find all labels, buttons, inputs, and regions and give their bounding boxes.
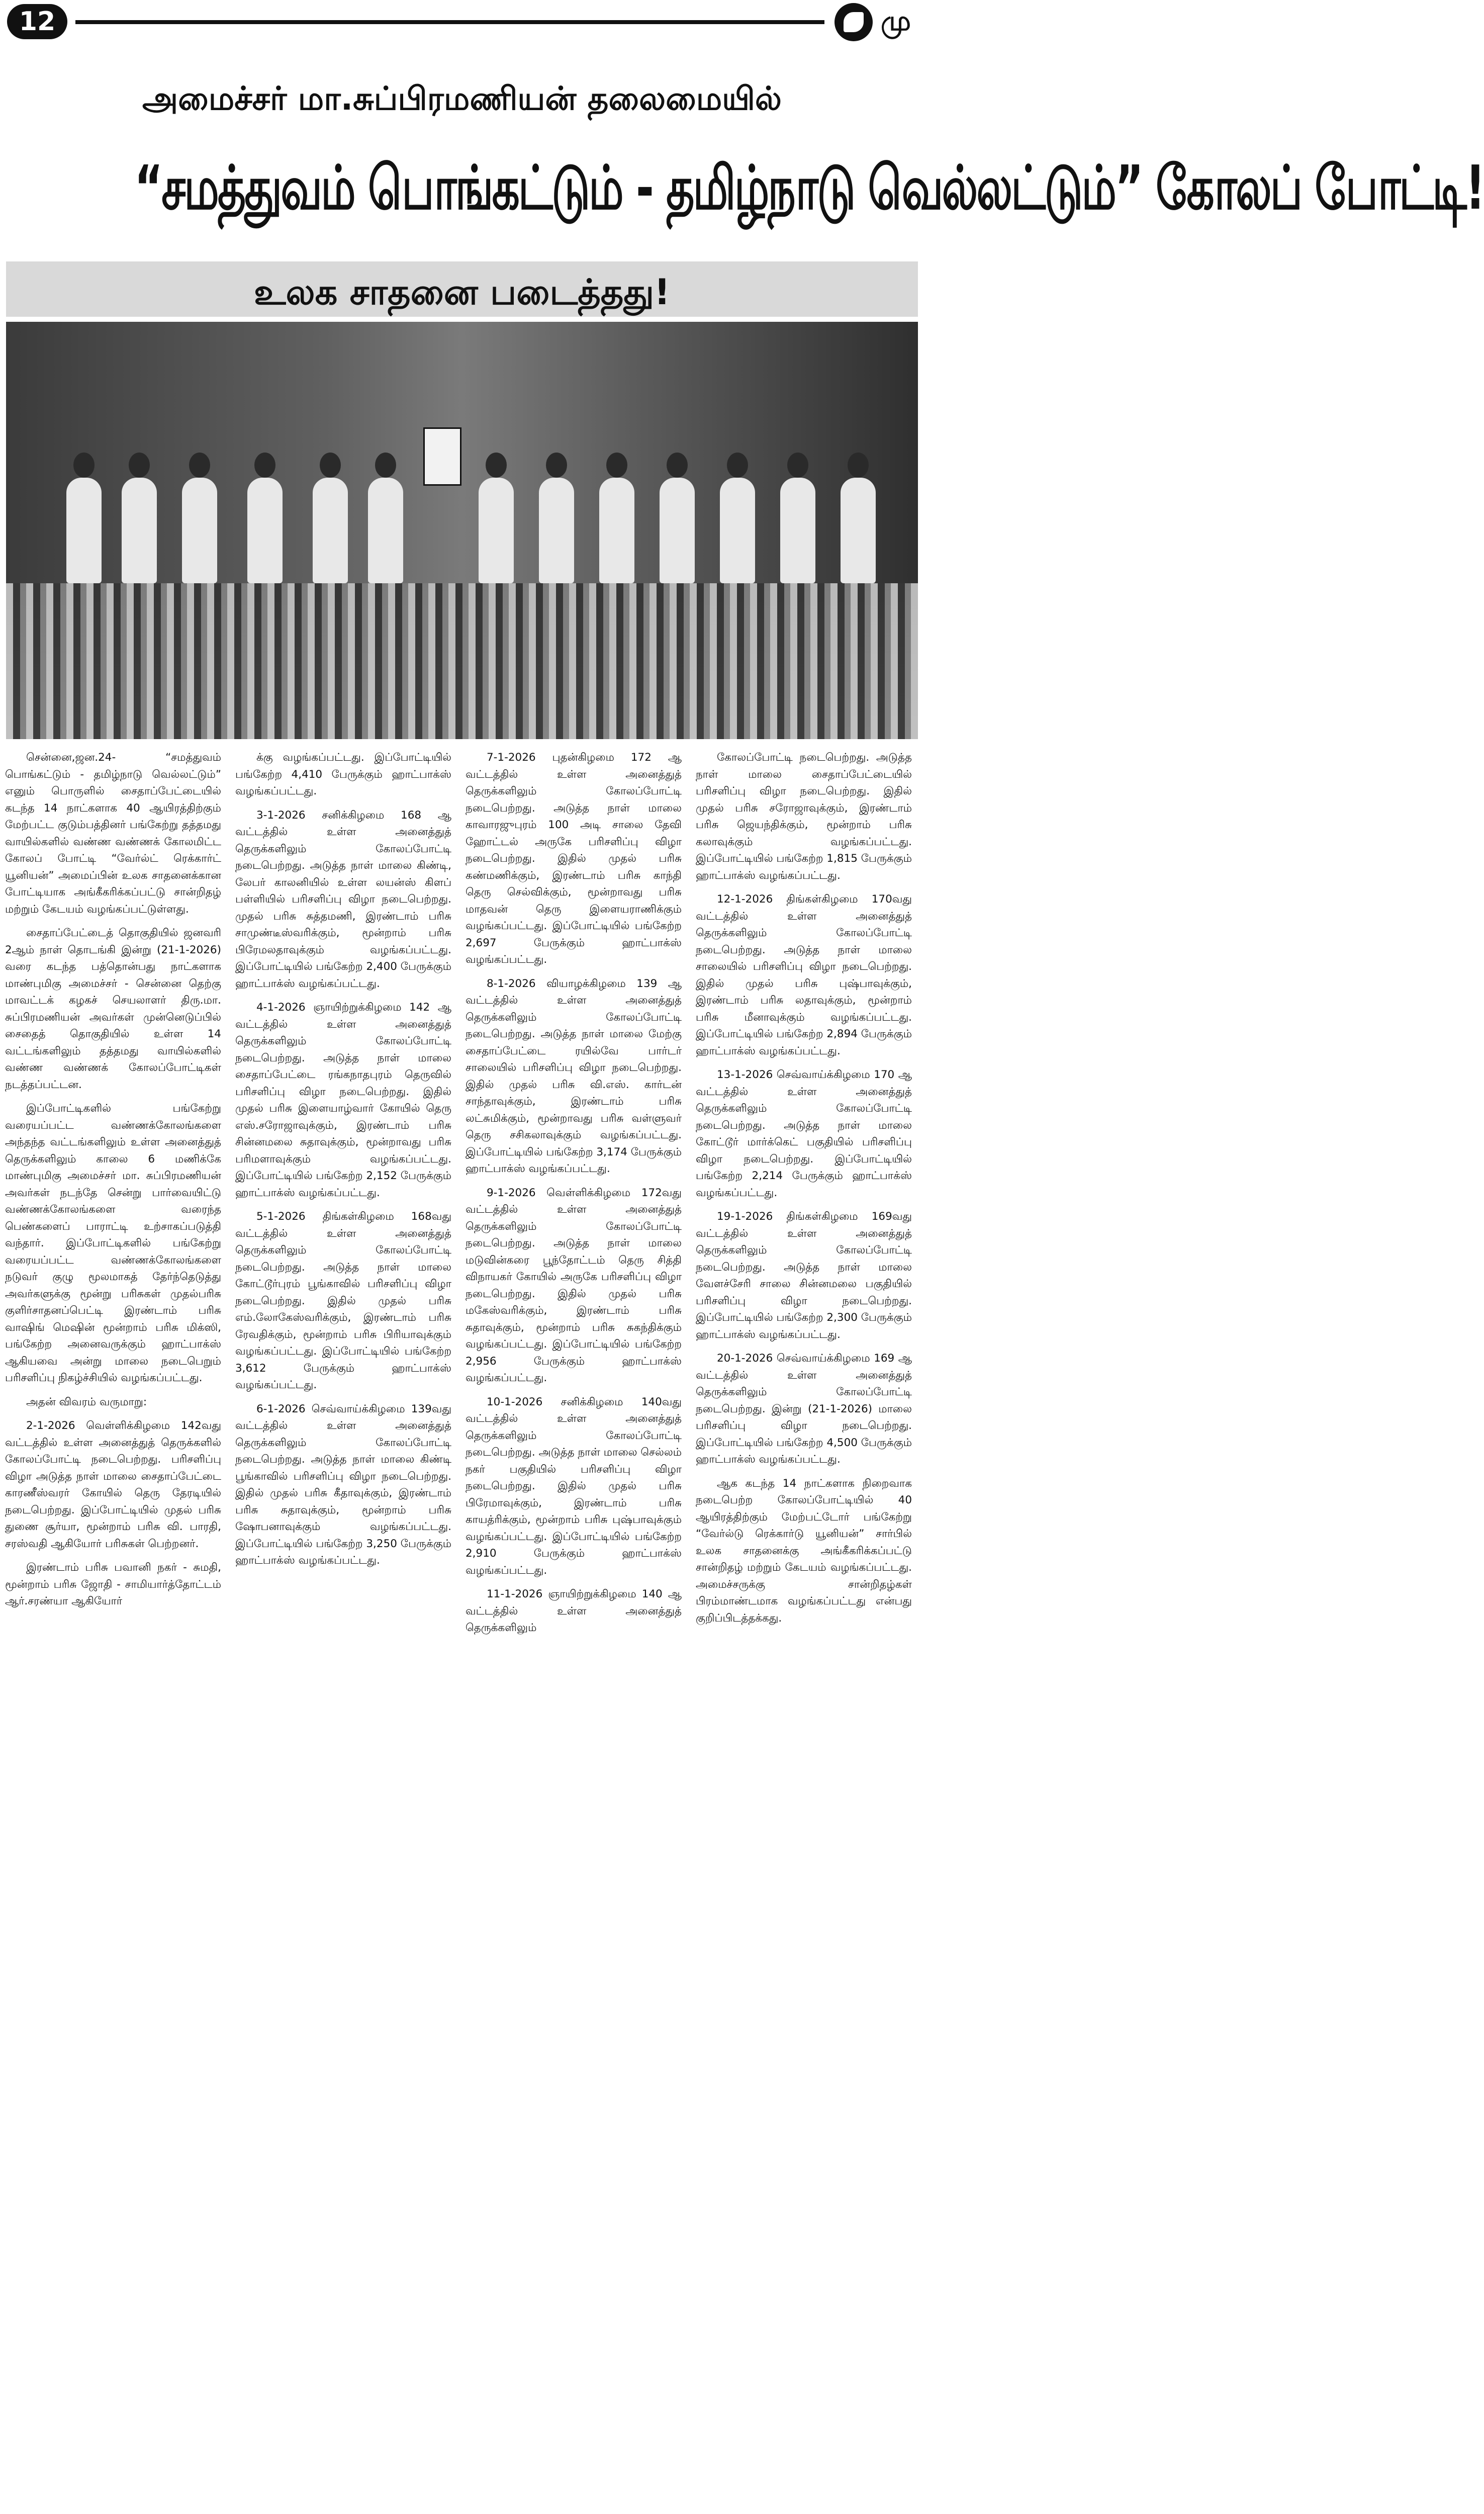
paragraph: இரண்டாம் பரிசு பவானி நகர் - சுமதி, மூன்றாம் பரிசு ஜோதி - சாமியார்த்தோட்டம் ஆர்.சரண்யா ஆகியோர் bbox=[5, 1561, 221, 1607]
paragraph: கோலப்போட்டி நடைபெற்றது. அடுத்த நாள் மாலை சைதாப்பேட்டையில் பரிசளிப்பு விழா நடைபெற்றது. இதில் முதல் பரிசு சரோஜாவுக்கும், இரண்டாம் பரிசு ஜெயந்திக்கும், மூன்றாம் பரிசு கலாவுக்கும் வழங்கப்பட்டது. இப்போட்டியில் பங்கேற்ற 1,815 பேருக்கும் ஹாட்பாக்ஸ் வழங்கப்பட்டது. bbox=[696, 751, 912, 882]
stage-person bbox=[313, 478, 348, 583]
paragraph: சைதாப்பேட்டைத் தொகுதியில் ஜனவரி 2ஆம் நாள் தொடங்கி இன்று (21-1-2026) வரை கடந்த பத்தொன்பது நாட்களாக மாண்புமிகு அமைச்சர் - சென்னை தெற்கு மாவட்டக் கழகச் செயலாளர் திரு.மா. சுப்பிரமணியன் அவர்கள் முன்னெடுப்பில் சைதைத் தொகுதியில் உள்ள 14 வட்டங்களிலும் தத்தமது வாயில்களில் வண்ண வண்ணக் கோலப்போட்டிகள் நடத்தப்பட்டன. bbox=[5, 927, 221, 1091]
event-photo bbox=[6, 322, 918, 739]
stage-person bbox=[368, 478, 403, 583]
paragraph: 7-1-2026 புதன்கிழமை 172 ஆ வட்டத்தில் உள்ள அனைத்துத் தெருக்களிலும் கோலப்போட்டி நடைபெற்றது. அடுத்த நாள் மாலை காவாரஜுபுரம் 100 அடி சாலை தேவி ஹோட்டல் அருகே பரிசளிப்பு விழா நடைபெற்றது. இதில் முதல் பரிசு கண்மணிக்கும், இரண்டாம் பரிசு காந்தி தெரு செல்விக்கும், மூன்றாவது பரிசு மாதவன் தெரு இளையராணிக்கும் வழங்கப்பட்டது. இப்போட்டியில் பங்கேற்ற 2,697 பேருக்கும் ஹாட்பாக்ஸ் வழங்கப்பட்டது. bbox=[466, 751, 682, 966]
stage-person bbox=[780, 478, 815, 583]
paragraph: அதன் விவரம் வருமாறு: bbox=[26, 1395, 147, 1408]
paragraph: 9-1-2026 வெள்ளிக்கிழமை 172வது வட்டத்தில் உள்ள அனைத்துத் தெருக்களிலும் கோலப்போட்டி நடைபெற்றது. அடுத்த நாள் மாலை மடுவின்கரை பூந்தோட்டம் தெரு சித்தி விநாயகர் கோயில் அருகே பரிசளிப்பு விழா நடைபெற்றது. இதில் முதல் பரிசு மகேஸ்வரிக்கும், இரண்டாம் பரிசு சுதாவுக்கும், மூன்றாம் பரிசு சுகந்திக்கும் வழங்கப்பட்டது. இப்போட்டியில் பங்கேற்ற 2,956 பேருக்கும் ஹாட்பாக்ஸ் வழங்கப்பட்டது. bbox=[466, 1186, 682, 1384]
stage-person bbox=[66, 478, 102, 583]
paragraph: 19-1-2026 திங்கள்கிழமை 169வது வட்டத்தில் உள்ள அனைத்துத் தெருக்களிலும் கோலப்போட்டி நடைபெற்றது. அடுத்த நாள் மாலை வேளச்சேரி சாலை சின்னமலை பகுதியில் பரிசளிப்பு விழா நடைபெற்றது. இப்போட்டியில் பங்கேற்ற 2,300 பேருக்கும் ஹாட்பாக்ஸ் வழங்கப்பட்டது. bbox=[696, 1210, 912, 1341]
subhead: உலக சாதனை படைத்தது! bbox=[253, 272, 671, 313]
article-column-4 bbox=[696, 749, 912, 1634]
paragraph: 4-1-2026 ஞாயிற்றுக்கிழமை 142 ஆ வட்டத்தில் உள்ள அனைத்துத் தெருக்களிலும் கோலப்போட்டி நடைபெற்றது. அடுத்த நாள் மாலை சைதாப்பேட்டை ரங்கநாதபுரம் தெருவில் பரிசளிப்பு விழா நடைபெற்றது. இதில் முதல் பரிசு இளையாழ்வார் கோயில் தெரு எஸ்.சரோஜாவுக்கும், இரண்டாம் பரிசு சின்னமலை சுதாவுக்கும், மூன்றாவது பரிசு பரிமளாவுக்கும் வழங்கப்பட்டது. இப்போட்டியில் பங்கேற்ற 2,152 பேருக்கும் ஹாட்பாக்ஸ் வழங்கப்பட்டது. bbox=[235, 1001, 451, 1199]
paragraph: 3-1-2026 சனிக்கிழமை 168 ஆ வட்டத்தில் உள்ள அனைத்துத் தெருக்களிலும் கோலப்போட்டி நடைபெற்றது. அடுத்த நாள் மாலை கிண்டி, லேபர் காலனியில் உள்ள லயன்ஸ் கிளப் பள்ளியில் பரிசளிப்பு விழா நடைபெற்றது. முதல் பரிசு சுத்தமணி, இரண்டாம் பரிசு சாமுண்டீஸ்வரிக்கும், மூன்றாம் பரிசு பிரேமலதாவுக்கும் வழங்கப்பட்டது. இப்போட்டியில் பங்கேற்ற 2,400 பேருக்கும் ஹாட்பாக்ஸ் வழங்கப்பட்டது. bbox=[235, 809, 451, 990]
stage-person bbox=[247, 478, 283, 583]
newspaper-logo-icon bbox=[834, 3, 873, 41]
article-column-2 bbox=[235, 749, 451, 1576]
award-plaque bbox=[423, 427, 461, 486]
audience-crowd bbox=[6, 583, 918, 739]
header-rule bbox=[75, 20, 824, 24]
paragraph: 12-1-2026 திங்கள்கிழமை 170வது வட்டத்தில் உள்ள அனைத்துத் தெருக்களிலும் கோலப்போட்டி நடைபெற்றது. அடுத்த நாள் மாலை சாலையில் பரிசளிப்பு விழா நடைபெற்றது. இதில் முதல் பரிசு புஷ்பாவுக்கும், இரண்டாம் பரிசு லதாவுக்கும், மூன்றாம் பரிசு மீனாவுக்கும் வழங்கப்பட்டது. இப்போட்டியில் பங்கேற்ற 2,894 பேருக்கும் ஹாட்பாக்ஸ் வழங்கப்பட்டது. bbox=[696, 893, 912, 1057]
stage-person bbox=[660, 478, 695, 583]
paragraph: ஆக கடந்த 14 நாட்களாக நிறைவாக நடைபெற்ற கோலப்போட்டியில் 40 ஆயிரத்திற்கும் மேற்பட்டோர் பங்கேற்று “வேர்ல்டு ரெக்கார்டு யூனியன்” சார்பில் உலக சாதனைக்கு அங்கீகரிக்கப்பட்டு சான்றிதழ் மற்றும் கேடயம் வழங்கப்பட்டது. அமைச்சருக்கு சான்றிதழ்கள் பிரம்மாண்டமாக வழங்கப்பட்டது என்பது குறிப்பிடத்தக்கது. bbox=[696, 1477, 912, 1625]
paragraph: 5-1-2026 திங்கள்கிழமை 168வது வட்டத்தில் உள்ள அனைத்துத் தெருக்களிலும் கோலப்போட்டி நடைபெற்றது. அடுத்த நாள் மாலை கோட்டூர்புரம் பூங்காவில் பரிசளிப்பு விழா நடைபெற்றது. இதில் முதல் பரிசு எம்.லோகேஸ்வரிக்கும், இரண்டாம் பரிசு ரேவதிக்கும், மூன்றாம் பரிசு பிரியாவுக்கும் வழங்கப்பட்டது. இப்போட்டியில் பங்கேற்ற 3,612 பேருக்கும் ஹாட்பாக்ஸ் வழங்கப்பட்டது. bbox=[235, 1210, 451, 1391]
newspaper-name: மு bbox=[881, 5, 911, 37]
stage-person bbox=[599, 478, 634, 583]
kicker: அமைச்சர் மா.சுப்பிரமணியன் தலைமையில் bbox=[142, 80, 782, 118]
stage-person bbox=[182, 478, 217, 583]
paragraph: சென்னை,ஜன.24- “சமத்துவம் பொங்கட்டும் - தமிழ்நாடு வெல்லட்டும்” எனும் பொருளில் சைதாப்பேட்டையில் கடந்த 14 நாட்களாக 40 ஆயிரத்திற்கும் மேற்பட்ட குடும்பத்தினர் பங்கேற்று தத்தமது வாயில்களில் வண்ண வண்ணக் கோலமிட்ட கோலப் போட்டி “வேர்ல்ட் ரெக்கார்ட் யூனியன்” அமைப்பின் உலக சாதனைக்கான போட்டியாக அங்கீகரிக்கப்பட்டு சான்றிதழ் மற்றும் கேடயம் வழங்கப்பட்டுள்ளது. bbox=[5, 751, 221, 916]
headline: “சமத்துவம் பொங்கட்டும் - தமிழ்நாடு வெல்லட்டும்” கோலப் போட்டி! bbox=[134, 153, 1484, 223]
paragraph: 2-1-2026 வெள்ளிக்கிழமை 142வது வட்டத்தில் உள்ள அனைத்துத் தெருக்களில் கோலப்போட்டி நடைபெற்றது. பரிசளிப்பு விழா அடுத்த நாள் மாலை சைதாப்பேட்டை காரணீஸ்வரர் கோயில் தெரு தேரடியில் நடைபெற்றது. இப்போட்டியில் முதல் பரிசு துணை சூர்யா, மூன்றாம் பரிசு வி. பாரதி, சரஸ்வதி ஆகியோர் பரிசுகள் பெற்றனர். bbox=[5, 1419, 221, 1550]
stage-person bbox=[841, 478, 876, 583]
paragraph: 13-1-2026 செவ்வாய்க்கிழமை 170 ஆ வட்டத்தில் உள்ள அனைத்துத் தெருக்களிலும் கோலப்போட்டி நடைபெற்றது. அடுத்த நாள் மாலை கோட்டூர் மார்க்கெட் பகுதியில் பரிசளிப்பு விழா நடைபெற்றது. இப்போட்டியில் பங்கேற்ற 2,214 பேருக்கும் ஹாட்பாக்ஸ் வழங்கப்பட்டது. bbox=[696, 1068, 912, 1199]
paragraph: 10-1-2026 சனிக்கிழமை 140வது வட்டத்தில் உள்ள அனைத்துத் தெருக்களிலும் கோலப்போட்டி நடைபெற்றது. அடுத்த நாள் மாலை செல்லம் நகர் பகுதியில் பரிசளிப்பு விழா நடைபெற்றது. இதில் முதல் பரிசு பிரேமாவுக்கும், இரண்டாம் பரிசு காயத்ரிக்கும், மூன்றாம் பரிசு புஷ்பாவுக்கும் வழங்கப்பட்டது. இப்போட்டியில் பங்கேற்ற 2,910 பேருக்கும் ஹாட்பாக்ஸ் வழங்கப்பட்டது. bbox=[466, 1395, 682, 1577]
paragraph: 11-1-2026 ஞாயிற்றுக்கிழமை 140 ஆ வட்டத்தில் உள்ள அனைத்துத் தெருக்களிலும் bbox=[466, 1588, 682, 1634]
page-header bbox=[0, 0, 924, 45]
paragraph: 20-1-2026 செவ்வாய்க்கிழமை 169 ஆ வட்டத்தில் உள்ள அனைத்துத் தெருக்களிலும் கோலப்போட்டி நடைபெற்றது. இன்று (21-1-2026) மாலை பரிசளிப்பு விழா நடைபெற்றது. இப்போட்டியில் பங்கேற்ற 4,500 பேருக்கும் ஹாட்பாக்ஸ் வழங்கப்பட்டது. bbox=[696, 1352, 912, 1466]
article-column-3 bbox=[466, 749, 682, 1644]
page-number: 12 bbox=[7, 4, 67, 39]
paragraph: இப்போட்டிகளில் பங்கேற்று வரையப்பட்ட வண்ணக்கோலங்களை அந்தந்த வட்டங்களிலும் உள்ள அனைத்துத் தெருக்களிலும் காலை 6 மணிக்கே மாண்புமிகு அமைச்சர் மா. சுப்பிரமணியன் அவர்கள் நடந்தே சென்று பார்வையிட்டு வண்ணக்கோலங்களை வரைந்த பெண்களைப் பாராட்டி உற்சாகப்படுத்தி வந்தார். இப்போட்டிகளில் பங்கேற்று வரையப்பட்ட வண்ணக்கோலங்களை நடுவர் குழு மூலமாகத் தேர்ந்தெடுத்து அவர்களுக்கு மூன்று பரிசுகள் முதல்பரிசு குளிர்சாதனப்பெட்டி இரண்டாம் பரிசு வாஷிங் மெஷின் மூன்றாம் பரிசு மிக்ஸி, பங்கேற்ற அனைவருக்கும் ஹாட்பாக்ஸ் ஆகியவை அன்று மாலை நடைபெறும் பரிசளிப்பு நிகழ்ச்சியில் வழங்கப்பட்டது. bbox=[5, 1102, 221, 1384]
paragraph: 6-1-2026 செவ்வாய்க்கிழமை 139வது வட்டத்தில் உள்ள அனைத்துத் தெருக்களிலும் கோலப்போட்டி நடைபெற்றது. அடுத்த நாள் மாலை கிண்டி பூங்காவில் பரிசளிப்பு விழா நடைபெற்றது. இதில் முதல் பரிசு கீதாவுக்கும், இரண்டாம் பரிசு சுதாவுக்கும், மூன்றாம் பரிசு ஷோபனாவுக்கும் வழங்கப்பட்டது. இப்போட்டியில் பங்கேற்ற 3,250 பேருக்கும் ஹாட்பாக்ஸ் வழங்கப்பட்டது. bbox=[235, 1402, 451, 1567]
stage-person bbox=[539, 478, 574, 583]
article-column-1 bbox=[5, 749, 221, 1617]
paragraph: க்கு வழங்கப்பட்டது. இப்போட்டியில் பங்கேற்ற 4,410 பேருக்கும் ஹாட்பாக்ஸ் வழங்கப்பட்டது. bbox=[235, 751, 451, 797]
stage-person bbox=[720, 478, 755, 583]
stage-person bbox=[122, 478, 157, 583]
stage-person bbox=[479, 478, 514, 583]
paragraph: 8-1-2026 வியாழக்கிழமை 139 ஆ வட்டத்தில் உள்ள அனைத்துத் தெருக்களிலும் கோலப்போட்டி நடைபெற்றது. அடுத்த நாள் மாலை மேற்கு சைதாப்பேட்டை ரயில்வே பார்டர் சாலையில் பரிசளிப்பு விழா நடைபெற்றது. இதில் முதல் பரிசு வி.எஸ். கார்டன் சாந்தாவுக்கும், இரண்டாம் பரிசு லட்சுமிக்கும், மூன்றாவது பரிசு வள்ளுவர் தெரு சசிகலாவுக்கும் வழங்கப்பட்டது. இப்போட்டியில் பங்கேற்ற 3,174 பேருக்கும் ஹாட்பாக்ஸ் வழங்கப்பட்டது. bbox=[466, 977, 682, 1175]
